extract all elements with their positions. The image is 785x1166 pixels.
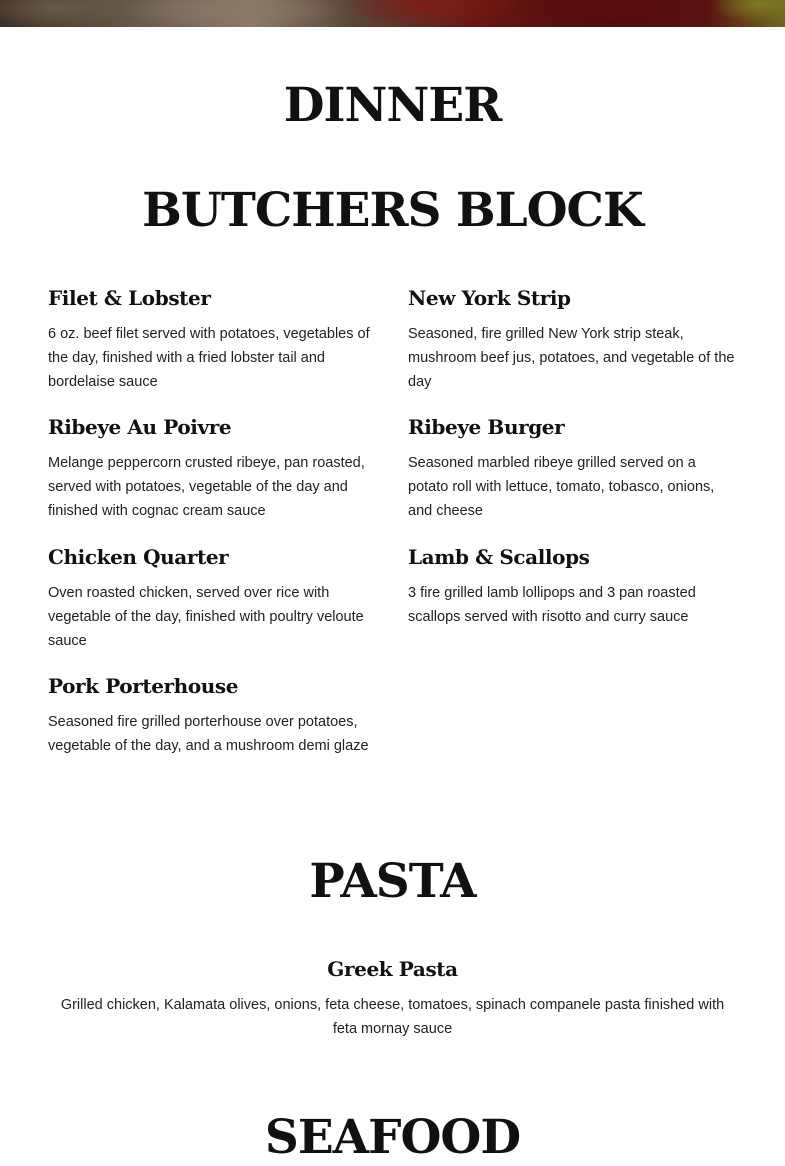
menu-item-name: Chicken Quarter [48,545,229,569]
menu-item-description: Melange peppercorn crusted ribeye, pan roasted, served with potatoes, vegetable of the day and finished with cognac cream sauce [48,455,365,519]
section-title-pasta: PASTA [309,854,476,909]
menu-item-description: Seasoned marbled ribeye grilled served on a potato roll with lettuce, tomato, tobasco, onions, and cheese [408,455,715,519]
menu-item-description: Seasoned, fire grilled New York strip steak, mushroom beef jus, potatoes, and vegetable of the day [408,326,735,390]
menu-item [48,674,380,758]
menu-item [48,286,380,394]
menu-item [48,957,737,1041]
menu-item [408,286,740,394]
menu-item-name: Filet & Lobster [48,286,211,310]
page-title: DINNER [283,78,502,133]
menu-item-name: Greek Pasta [327,957,458,981]
section-title-butchers-block: BUTCHERS BLOCK [142,183,643,238]
menu-item-name: Pork Porterhouse [48,674,239,698]
menu-item-description: 6 oz. beef filet served with potatoes, vegetables of the day, finished with a fried lobster tail and bordelaise sauce [48,326,370,390]
section-title-seafood: SEAFOOD [264,1110,521,1165]
menu-item-name: Ribeye Au Poivre [48,415,232,439]
menu-item-description: Seasoned fire grilled porterhouse over potatoes, vegetable of the day, and a mushroom demi glaze [48,714,369,754]
menu-item-description: Grilled chicken, Kalamata olives, onions, feta cheese, tomatoes, spinach companele pasta finished with feta mornay sauce [60,997,725,1037]
hero-image-strip [0,0,785,27]
menu-item [48,415,380,523]
menu-item-description: 3 fire grilled lamb lollipops and 3 pan roasted scallops served with risotto and curry sauce [408,585,696,625]
menu-item-name: New York Strip [408,286,571,310]
menu-item [408,415,740,523]
menu-item [408,545,740,629]
menu-item [48,545,380,653]
menu-item-name: Ribeye Burger [408,415,565,439]
menu-item-description: Oven roasted chicken, served over rice with vegetable of the day, finished with poultry veloute sauce [48,585,364,649]
menu-item-name: Lamb & Scallops [408,545,590,569]
